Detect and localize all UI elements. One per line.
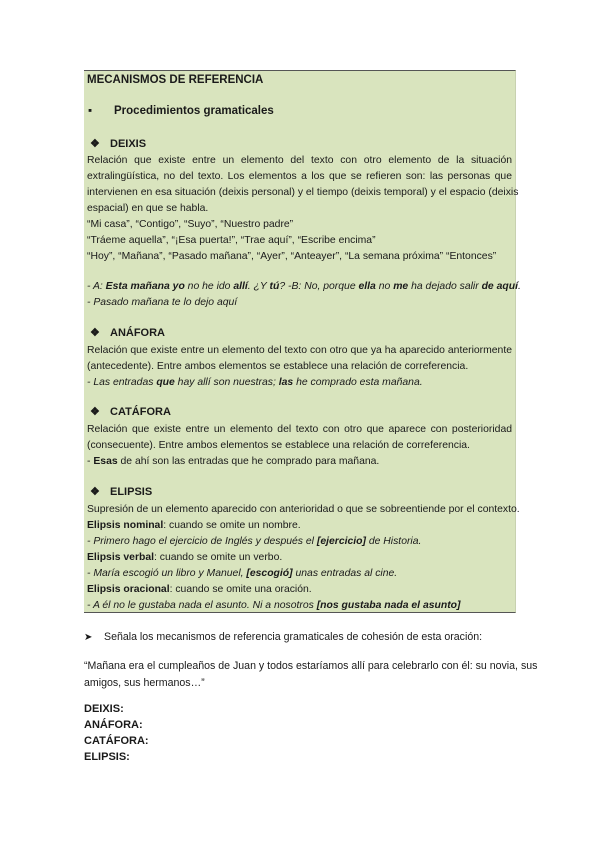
elipsis-oracional: Elipsis oracional: cuando se omite una oración. xyxy=(87,584,312,595)
catafora-line-1: Relación que existe entre un elemento del texto con otro que aparece con posterioridad xyxy=(87,424,512,435)
anafora-line-2: (antecedente). Entre ambos elementos se establece una relación de correferencia. xyxy=(87,361,469,372)
deixis-line-4: espacial) en que se habla. xyxy=(87,203,209,214)
anafora-example: - Las entradas que hay allí son nuestras; las he comprado esta mañana. xyxy=(87,377,423,388)
diamond-bullet-icon: ❖ xyxy=(90,327,100,339)
diamond-bullet-icon: ❖ xyxy=(90,138,100,150)
deixis-heading: ❖ DEIXIS xyxy=(90,138,147,150)
subtitle: Procedimientos gramaticales xyxy=(114,105,274,117)
exercise-quote-line-2: amigos, sus hermanos…” xyxy=(84,677,205,689)
exercise-instruction: ➤ Señala los mecanismos de referencia gramaticales de cohesión de esta oración: xyxy=(84,631,483,643)
elipsis-heading: ❖ ELIPSIS xyxy=(90,486,153,498)
deixis-line-1: Relación que existe entre un elemento del texto con otro elemento de la situación xyxy=(87,155,512,166)
answer-label-elipsis: ELIPSIS: xyxy=(84,751,130,763)
deixis-line-2: extralingüística, no del texto. Los elementos a los que se refieren son: las personas que xyxy=(87,171,512,182)
elipsis-nominal-example: - Primero hago el ejercicio de Inglés y después el [ejercicio] de Historia. xyxy=(87,536,422,547)
diamond-bullet-icon: ❖ xyxy=(90,406,100,418)
anafora-heading: ❖ ANÁFORA xyxy=(90,327,165,339)
elipsis-verbal-example: - María escogió un libro y Manuel, [escogió] unas entradas al cine. xyxy=(87,568,398,579)
catafora-heading: ❖ CATÁFORA xyxy=(90,406,171,418)
page-title: MECANISMOS DE REFERENCIA xyxy=(87,74,264,86)
reference-mechanisms-box xyxy=(84,70,521,613)
section-heading-procedimientos xyxy=(88,105,512,118)
elipsis-intro: Supresión de un elemento aparecido con anterioridad o que se sobreentiende por el contexto. xyxy=(87,504,520,515)
elipsis-nominal: Elipsis nominal: cuando se omite un nombre. xyxy=(87,520,301,531)
elipsis-verbal: Elipsis verbal: cuando se omite un verbo. xyxy=(87,552,283,563)
deixis-sentence-1: - A: Esta mañana yo no he ido allí. ¿Y tú? -B: No, porque ella no me ha dejado salir de aquí. xyxy=(87,281,521,292)
catafora-line-2: (consecuente). Entre ambos elementos se establece una relación de correferencia. xyxy=(87,440,470,451)
deixis-example-2: “Tráeme aquella”, “¡Esa puerta!”, “Trae aquí”, “Escribe encima” xyxy=(87,235,376,246)
deixis-example-3: “Hoy”, “Mañana”, “Pasado mañana”, “Ayer”, “Anteayer”, “La semana próxima” “Entonces” xyxy=(87,251,497,262)
answer-label-catafora: CATÁFORA: xyxy=(84,735,149,747)
elipsis-oracional-example: - A él no le gustaba nada el asunto. Ni a nosotros [nos gustaba nada el asunto] xyxy=(87,600,461,611)
deixis-line-3: intervienen en esa situación (deixis personal) y el tiempo (deixis temporal) y el espacio (deixis xyxy=(87,187,519,198)
catafora-example: - Esas de ahí son las entradas que he comprado para mañana. xyxy=(87,456,380,467)
diamond-bullet-icon: ❖ xyxy=(90,486,100,498)
arrow-bullet-icon: ➤ xyxy=(84,632,93,643)
exercise-quote-line-1: “Mañana era el cumpleaños de Juan y todos estaríamos allí para celebrarlo con él: su novia, sus xyxy=(84,660,538,672)
anafora-line-1: Relación que existe entre un elemento del texto con otro que ya ha aparecido anteriormente xyxy=(87,345,512,356)
deixis-sentence-2: - Pasado mañana te lo dejo aquí xyxy=(87,297,238,308)
answer-label-deixis: DEIXIS: xyxy=(84,703,124,715)
answer-label-anafora: ANÁFORA: xyxy=(84,719,143,731)
square-bullet-icon: ▪ xyxy=(88,105,93,117)
deixis-example-1: “Mi casa”, “Contigo”, “Suyo”, “Nuestro padre” xyxy=(87,219,294,230)
